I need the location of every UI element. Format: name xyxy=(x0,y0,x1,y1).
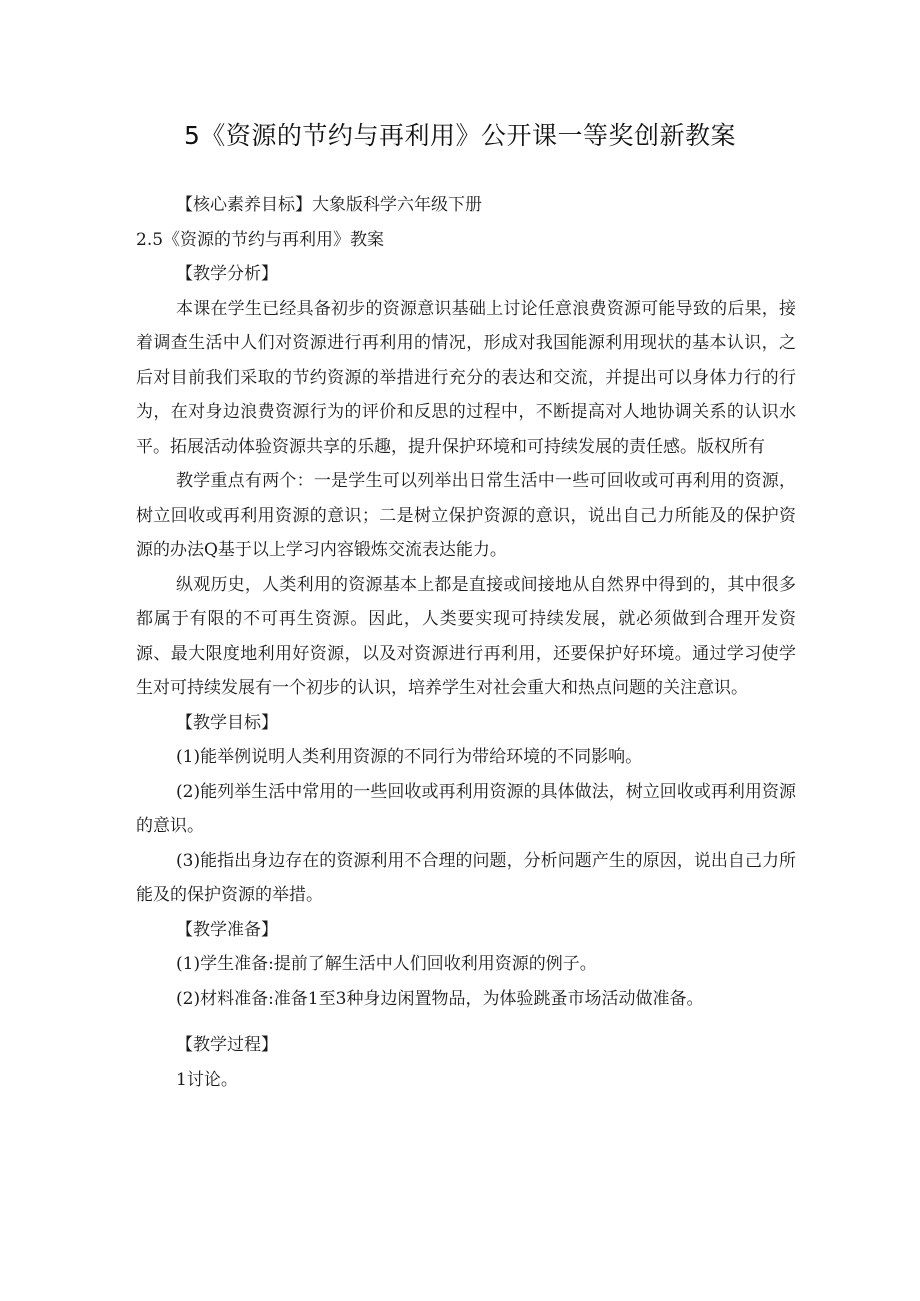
objective-item: (1)能举例说明人类利用资源的不同行为带给环境的不同影响。 xyxy=(176,747,643,767)
analysis-paragraph: 本课在学生已经具备初步的资源意识基础上讨论任意浪费资源可能导致的后果，接着调查生活中人们对资源进行再利用的情况，形成对我国能源利用现状的基本认识，之后对目前我们采取的节约资源的举措进行充分的表达和交流，并提出可以身体力行的行为，在对身边浪费资源行为的评价和反思的过程中，不断提高对人地协调关系的认识水平。拓展活动体验资源共享的乐趣，提升保护环境和可持续发展的责任感。版权所有 xyxy=(136,298,796,457)
section-heading-objectives: 【教学目标】 xyxy=(176,712,278,733)
process-item: 1讨论。 xyxy=(176,1069,238,1090)
objective-item: (2)能列举生活中常用的一些回收或再利用资源的具体做法，树立回收或再利用资源的意识。 xyxy=(136,781,796,836)
section-heading-analysis: 【教学分析】 xyxy=(176,264,278,284)
preparation-item: (1)学生准备:提前了解生活中人们回收利用资源的例子。 xyxy=(176,954,597,974)
preparation-item: (2)材料准备:准备1至3种身边闲置物品，为体验跳蚤市场活动做准备。 xyxy=(176,988,704,1009)
lesson-line: 2.5《资源的节约与再利用》教案 xyxy=(136,229,385,250)
analysis-paragraph: 教学重点有两个：一是学生可以列举出日常生活中一些可回收或可再利用的资源，树立回收或再利用资源的意识；二是树立保护资源的意识，说出自己力所能及的保护资源的办法Q基于以上学习内容锻炼交流表达能力。 xyxy=(136,471,796,560)
analysis-paragraph: 纵观历史，人类利用的资源基本上都是直接或间接地从自然界中得到的，其中很多都属于有限的不可再生资源。因此，人类要实现可持续发展，就必须做到合理开发资源、最大限度地利用好资源，以及对资源进行再利用，还要保护好环境。通过学习使学生对可持续发展有一个初步的认识，培养学生对社会重大和热点问题的关注意识。 xyxy=(136,574,796,698)
objective-item: (3)能指出身边存在的资源利用不合理的问题，分析问题产生的原因，说出自己力所能及的保护资源的举措。 xyxy=(136,850,796,905)
core-literacy-line: 【核心素养目标】大象版科学六年级下册 xyxy=(176,195,482,215)
section-heading-process: 【教学过程】 xyxy=(176,1035,278,1055)
document-body xyxy=(136,188,796,1097)
document-title: 5《资源的节约与再利用》公开课一等奖创新教案 xyxy=(184,121,736,150)
section-heading-preparation: 【教学准备】 xyxy=(176,919,278,940)
